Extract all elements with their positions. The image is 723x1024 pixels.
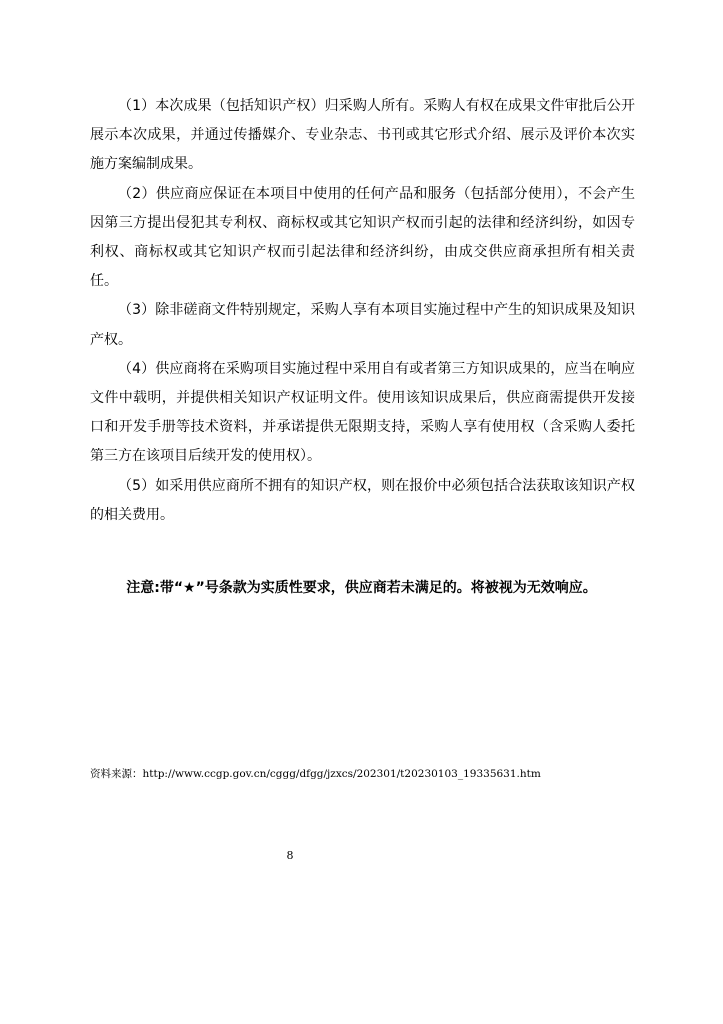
paragraph-1: （1）本次成果（包括知识产权）归采购人所有。采购人有权在成果文件审批后公开展示本次成果，并通过传播媒介、专业杂志、书刊或其它形式介绍、展示及评价本次实施方案编制成果。 xyxy=(90,98,635,173)
source-citation: 资料来源：http://www.ccgp.gov.cn/cggg/dfgg/jzxcs/202301/t20230103_19335631.htm xyxy=(90,768,541,780)
paragraph-5: （5）如采用供应商所不拥有的知识产权，则在报价中必须包括合法获取该知识产权的相关费用。 xyxy=(90,477,635,523)
paragraph-2: （2）供应商应保证在本项目中使用的任何产品和服务（包括部分使用），不会产生因第三方提出侵犯其专利权、商标权或其它知识产权而引起的法律和经济纠纷，如因专利权、商标权或其它知识产权而引起法律和经济纠纷，由成交供应商承担所有相关责任。 xyxy=(90,185,635,290)
paragraph-4: （4）供应商将在采购项目实施过程中采用自有或者第三方知识成果的，应当在响应文件中载明，并提供相关知识产权证明文件。使用该知识成果后，供应商需提供开发接口和开发手册等技术资料，并承诺提供无限期支持，采购人享有使用权（含采购人委托第三方在该项目后续开发的使用权）。 xyxy=(90,360,635,465)
body-text xyxy=(90,92,635,530)
notice-text: 注意:带“★”号条款为实质性要求，供应商若未满足的。将被视为无效响应。 xyxy=(126,580,597,596)
page-number: 8 xyxy=(286,849,294,862)
paragraph-3: （3）除非磋商文件特别规定，采购人享有本项目实施过程中产生的知识成果及知识产权。 xyxy=(90,302,635,348)
